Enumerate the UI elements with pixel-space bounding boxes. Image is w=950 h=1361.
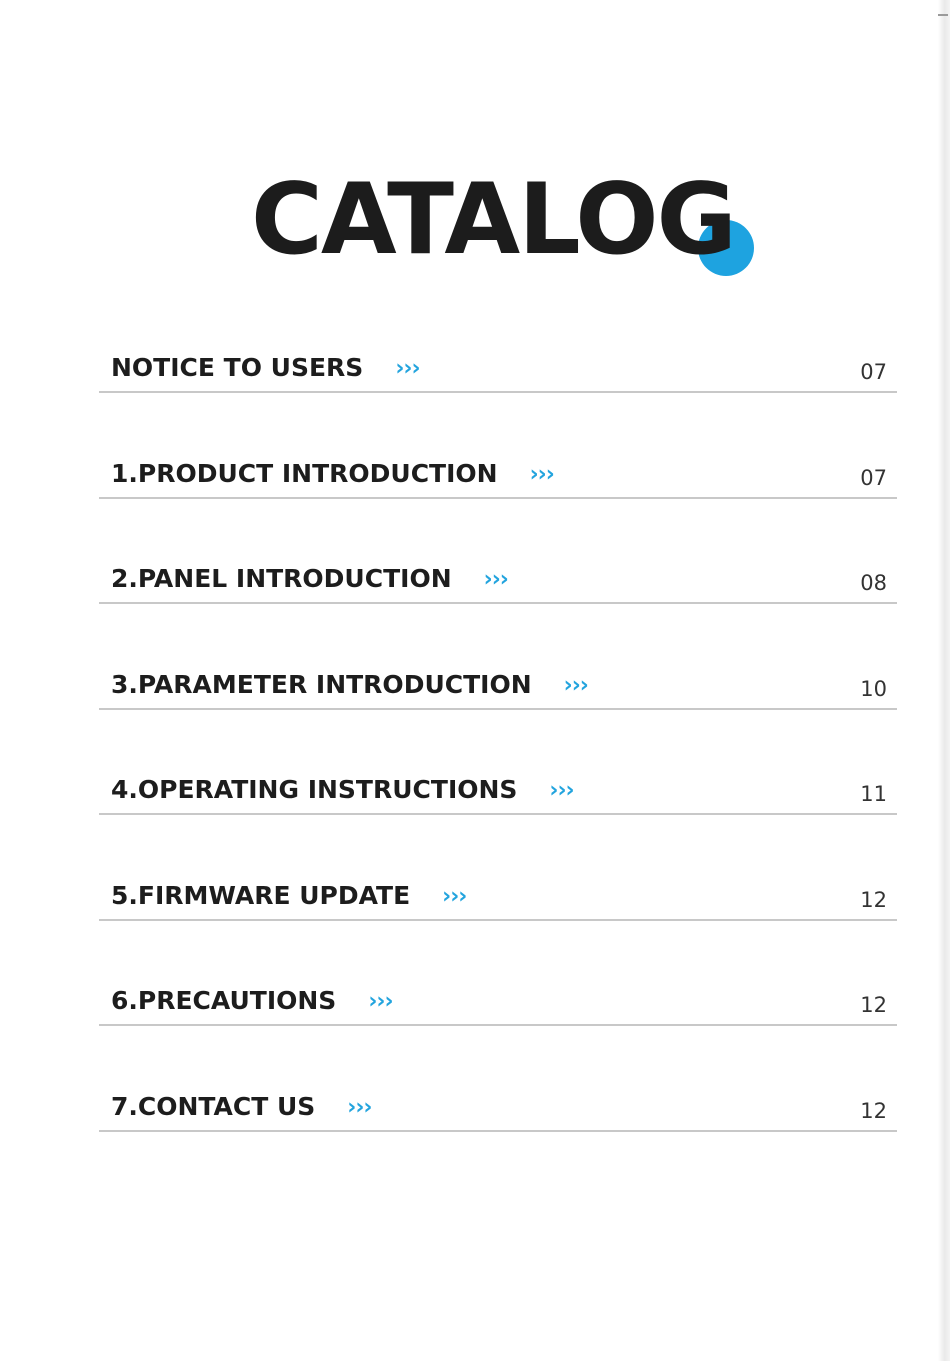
title-block — [0, 163, 950, 288]
divider — [99, 919, 897, 921]
toc-entry-page: 07 — [860, 465, 887, 490]
toc-entry-label: 3.PARAMETER INTRODUCTION — [111, 669, 532, 699]
toc-entry-page: 12 — [860, 887, 887, 912]
toc-entry-label: 1.PRODUCT INTRODUCTION — [111, 458, 498, 488]
toc-entry[interactable] — [99, 1069, 897, 1175]
toc-entry[interactable] — [99, 858, 897, 964]
divider — [99, 602, 897, 604]
toc-entry-label: 4.OPERATING INSTRUCTIONS — [111, 775, 518, 804]
toc-entry-title — [111, 1091, 372, 1124]
toc-entry-label: 2.PANEL INTRODUCTION — [111, 564, 452, 593]
table-of-contents — [99, 330, 897, 1174]
triple-chevron-right-icon: ››› — [347, 1094, 372, 1120]
toc-entry[interactable] — [99, 647, 897, 753]
toc-entry-page: 10 — [860, 676, 887, 701]
toc-entry-page: 11 — [860, 782, 887, 806]
divider — [99, 813, 897, 815]
toc-entry-title — [111, 880, 466, 913]
toc-entry-title — [111, 563, 508, 596]
toc-entry-page: 08 — [860, 571, 887, 595]
toc-entry-title — [111, 774, 574, 807]
toc-entry[interactable] — [99, 330, 897, 436]
toc-entry[interactable] — [99, 752, 897, 858]
toc-entry-page: 07 — [860, 360, 887, 384]
toc-entry-title — [111, 352, 420, 385]
triple-chevron-right-icon: ››› — [529, 461, 554, 487]
toc-entry[interactable] — [99, 436, 897, 542]
triple-chevron-right-icon: ››› — [368, 989, 393, 1014]
toc-entry-label: 6.PRECAUTIONS — [111, 986, 337, 1015]
triple-chevron-right-icon: ››› — [442, 883, 467, 909]
triple-chevron-right-icon: ››› — [483, 567, 508, 592]
triple-chevron-right-icon: ››› — [395, 356, 420, 381]
page-edge-tick — [938, 14, 948, 16]
triple-chevron-right-icon: ››› — [563, 672, 588, 698]
toc-entry-label: 7.CONTACT US — [111, 1091, 316, 1121]
toc-entry-label: NOTICE TO USERS — [111, 353, 364, 382]
divider — [99, 1130, 897, 1132]
toc-entry[interactable] — [99, 541, 897, 647]
toc-entry-title — [111, 458, 554, 491]
divider — [99, 497, 897, 499]
toc-entry-title — [111, 985, 393, 1018]
page-title: CATALOG — [251, 163, 735, 277]
toc-entry-title — [111, 669, 588, 702]
divider — [99, 708, 897, 710]
toc-entry[interactable] — [99, 963, 897, 1069]
toc-entry-page: 12 — [860, 1098, 887, 1123]
toc-entry-page: 12 — [860, 993, 887, 1017]
toc-entry-label: 5.FIRMWARE UPDATE — [111, 880, 411, 910]
triple-chevron-right-icon: ››› — [549, 778, 574, 803]
divider — [99, 391, 897, 393]
divider — [99, 1024, 897, 1026]
